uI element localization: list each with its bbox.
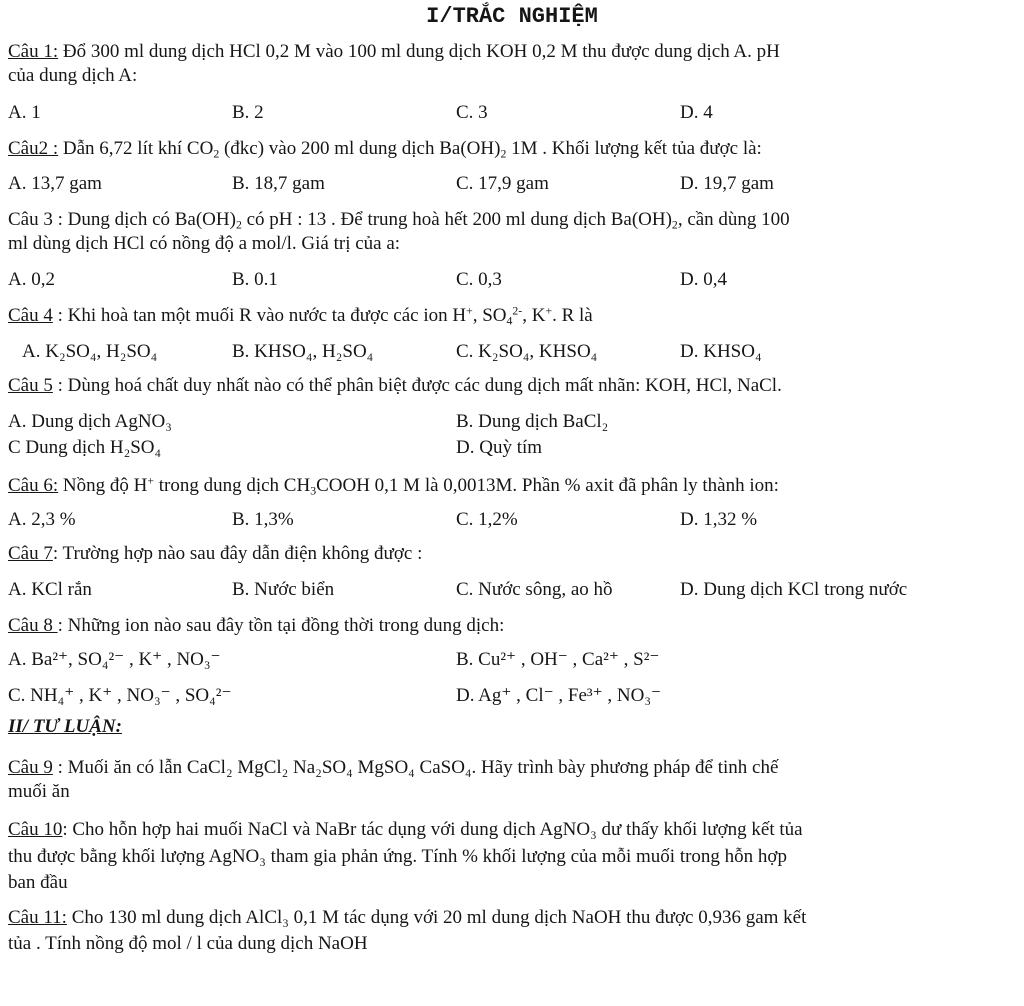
question-9-label: Câu 9 bbox=[8, 757, 53, 778]
q7-option-d: D. Dung dịch KCl trong nước bbox=[680, 579, 908, 600]
question-4: Câu 4 : Khi hoà tan một muối R vào nước ta được các ion H+, $SO_4^{2-}$, K+. R là bbox=[8, 304, 593, 328]
question-11-text: Cho 130 ml dung dịch AlCl₃ 0,1 M tác dụng với 20 ml dung dịch NaOH thu được 0,936 gam kết bbox=[66, 907, 807, 928]
section-title-tu-luan: II/ TƯ LUẬN: bbox=[8, 716, 122, 737]
q4-option-b: B. KHSO₄, H₂SO₄ bbox=[232, 341, 374, 362]
q2-option-c: C. 17,9 gam bbox=[456, 173, 549, 194]
question-4-text-d: . R là bbox=[552, 305, 593, 326]
question-4-text-b: , SO bbox=[472, 305, 507, 326]
question-7-text: : Trường hợp nào sau đây dẫn điện không được : bbox=[52, 543, 423, 564]
question-7-label: Câu 7 bbox=[8, 543, 53, 564]
question-3-text-cont: ml dùng dịch HCl có nồng độ a mol/l. Giá trị của a: bbox=[8, 233, 401, 254]
q2-option-b: B. 18,7 gam bbox=[232, 173, 325, 194]
question-3-text-b: có pH : 13 . Để trung hoà hết 200 ml dung dịch Ba(OH) bbox=[241, 209, 672, 230]
question-8-text: : Những ion nào sau đây tồn tại đồng thời trong dung dịch: bbox=[57, 615, 505, 636]
q5-option-c: C Dung dịch H₂SO₄ bbox=[8, 437, 162, 458]
question-5 bbox=[8, 374, 1020, 398]
q3-option-c: C. 0,3 bbox=[456, 269, 502, 290]
question-9-text: : Muối ăn có lẫn CaCl₂ MgCl₂ Na₂SO₄ MgSO₄ CaSO₄. Hãy trình bày phương pháp để tinh chế bbox=[52, 757, 779, 778]
q7-option-c: C. Nước sông, ao hồ bbox=[456, 579, 613, 600]
question-3-text-c: , cần dùng 100 bbox=[677, 209, 790, 230]
question-6: Câu 6: Nồng độ H+ trong dung dịch $CH_3COOH$ 0,1 M là 0,0013M. Phần % axit đã phân ly thành ion: bbox=[8, 474, 779, 498]
question-5-text: : Dùng hoá chất duy nhất nào có thể phân biệt được các dung dịch mất nhãn: KOH, HCl, NaCl. bbox=[52, 375, 782, 396]
question-10-text-cont2: ban đầu bbox=[8, 872, 68, 893]
q5-option-a: A. Dung dịch AgNO₃ bbox=[8, 411, 172, 432]
q5-option-b: B. Dung dịch BaCl₂ bbox=[456, 411, 609, 432]
q1-option-d: D. 4 bbox=[680, 102, 713, 123]
question-9 bbox=[8, 756, 1020, 780]
q6-option-c: C. 1,2% bbox=[456, 509, 518, 530]
question-1-text: Đổ 300 ml dung dịch HCl 0,2 M vào 100 ml dung dịch KOH 0,2 M thu được dung dịch A. pH bbox=[58, 41, 780, 62]
question-8-label: Câu 8 bbox=[8, 615, 58, 636]
question-10-text-cont: thu được bằng khối lượng AgNO₃ tham gia phản ứng. Tính % khối lượng của mỗi muối trong hỗn hợp bbox=[8, 846, 787, 867]
question-3-text-a: Câu 3 : Dung dịch có Ba(OH) bbox=[8, 209, 236, 230]
question-9-text-cont: muối ăn bbox=[8, 781, 70, 802]
q3-option-a: A. 0,2 bbox=[8, 269, 55, 290]
question-4-text-c: , K bbox=[522, 305, 546, 326]
q4-option-a: A. K₂SO₄, H₂SO₄ bbox=[22, 341, 158, 362]
question-7 bbox=[8, 542, 1020, 566]
question-6-text-c: COOH 0,1 M là 0,0013M. Phần % axit đã phân ly thành ion: bbox=[316, 475, 779, 496]
question-6-label: Câu 6: bbox=[8, 475, 59, 496]
question-3: Câu 3 : Dung dịch có $Ba(OH)_2$ có pH : 13 . Để trung hoà hết 200 ml dung dịch $Ba(OH)_2$, cần dùng 100 bbox=[8, 209, 790, 232]
q8-option-c: C. NH₄⁺ , K⁺ , NO₃⁻ , SO₄²⁻ bbox=[8, 685, 232, 706]
question-4-text-a: : Khi hoà tan một muối R vào nước ta được các ion H bbox=[52, 305, 467, 326]
question-2-text-a: Dẫn 6,72 lít khí CO bbox=[58, 138, 214, 159]
question-10-text: : Cho hỗn hợp hai muối NaCl và NaBr tác dụng với dung dịch AgNO₃ dư thấy khối lượng kết tủa bbox=[62, 819, 803, 840]
question-2-text-b: (đkc) vào 200 ml dung dịch Ba(OH) bbox=[219, 138, 501, 159]
q8-option-b: B. Cu²⁺ , OH⁻ , Ca²⁺ , S²⁻ bbox=[456, 649, 660, 670]
q1-option-a: A. 1 bbox=[8, 102, 41, 123]
q2-option-a: A. 13,7 gam bbox=[8, 173, 102, 194]
question-5-label: Câu 5 bbox=[8, 375, 53, 396]
q4-option-c: C. K₂SO₄, KHSO₄ bbox=[456, 341, 598, 362]
q1-option-b: B. 2 bbox=[232, 102, 264, 123]
question-11-text-cont: tủa . Tính nồng độ mol / l của dung dịch NaOH bbox=[8, 933, 368, 954]
q8-option-d: D. Ag⁺ , Cl⁻ , Fe³⁺ , NO₃⁻ bbox=[456, 685, 661, 706]
question-6-text-b: trong dung dịch CH bbox=[153, 475, 311, 496]
question-11-label: Câu 11: bbox=[8, 907, 67, 928]
q6-option-b: B. 1,3% bbox=[232, 509, 294, 530]
q6-option-a: A. 2,3 % bbox=[8, 509, 76, 530]
q7-option-b: B. Nước biển bbox=[232, 579, 335, 600]
q2-option-d: D. 19,7 gam bbox=[680, 173, 774, 194]
question-2-label: Câu2 : bbox=[8, 138, 59, 159]
question-2: Câu2 : Dẫn 6,72 lít khí $CO_2$ (đkc) vào 200 ml dung dịch $Ba(OH)_2$ 1M . Khối lượng kết tủa được là: bbox=[8, 138, 762, 161]
question-8 bbox=[8, 614, 1020, 638]
question-1 bbox=[8, 40, 1020, 64]
question-10-label: Câu 10 bbox=[8, 819, 63, 840]
q8-option-a: A. Ba²⁺, SO₄²⁻ , K⁺ , NO₃⁻ bbox=[8, 649, 221, 670]
question-4-label: Câu 4 bbox=[8, 305, 53, 326]
q3-option-d: D. 0,4 bbox=[680, 269, 727, 290]
question-10 bbox=[8, 818, 1020, 842]
q1-option-c: C. 3 bbox=[456, 102, 488, 123]
q6-option-d: D. 1,32 % bbox=[680, 509, 758, 530]
question-11 bbox=[8, 906, 1020, 930]
q4-option-d: D. KHSO₄ bbox=[680, 341, 762, 362]
section-title-trac-nghiem: I/TRẮC NGHIỆM bbox=[426, 4, 598, 29]
question-1-label: Câu 1: bbox=[8, 41, 59, 62]
question-2-text-c: 1M . Khối lượng kết tủa được là: bbox=[506, 138, 762, 159]
q7-option-a: A. KCl rắn bbox=[8, 579, 92, 600]
q5-option-d: D. Quỳ tím bbox=[456, 437, 543, 458]
question-1-text-cont: của dung dịch A: bbox=[8, 65, 138, 86]
question-6-text-a: Nồng độ H bbox=[58, 475, 148, 496]
q3-option-b: B. 0.1 bbox=[232, 269, 278, 290]
